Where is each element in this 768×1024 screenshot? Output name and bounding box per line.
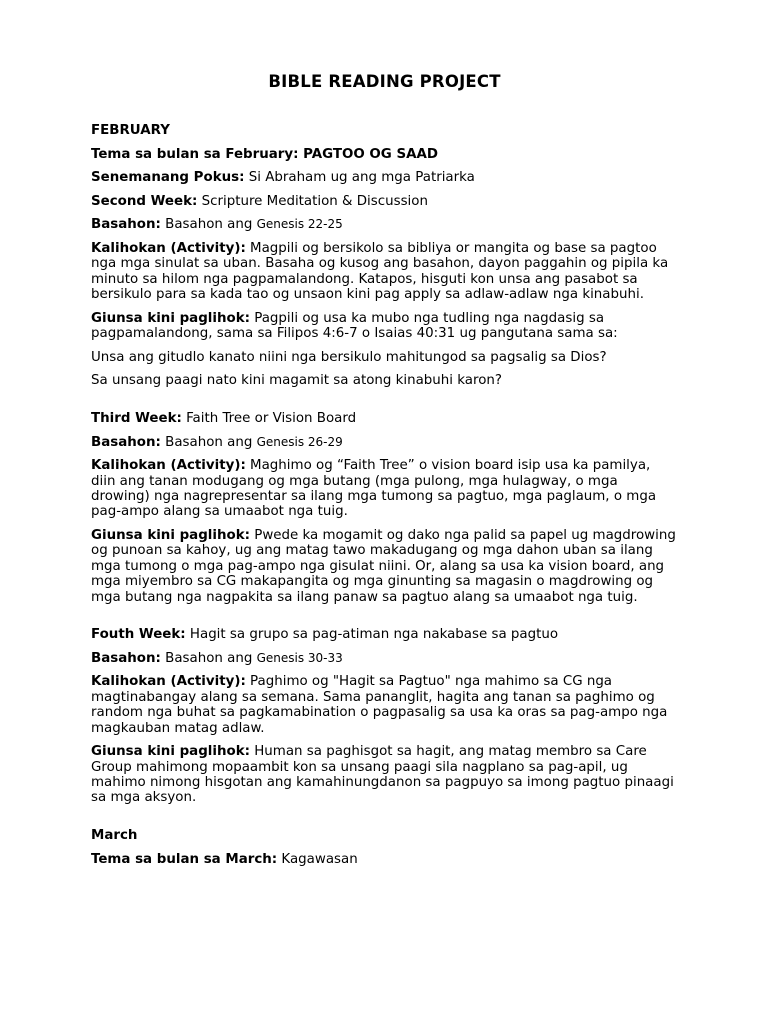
month-heading-february: FEBRUARY <box>91 123 170 138</box>
week-4-reading <box>91 651 678 666</box>
week-3-how-label: Giunsa kini paglihok: <box>91 527 250 543</box>
section-spacer <box>91 814 678 828</box>
march-theme-label: Tema sa bulan sa March: <box>91 851 278 867</box>
week-4-how-text: Human sa paghisgot sa hagit, ang matag membro sa Care Group mahimong mopaambit kon sa unsang paagi sila nagplano sa pag-apil, ug mahimo nimong hisgotan ang kamahinungdanon sa pagpuyo sa imong pagtuo pinaagi sa mga aksyon. <box>91 744 674 806</box>
week-3-activity <box>91 458 678 520</box>
week-2-question-2: Sa unsang paagi nato kini magamit sa atong kinabuhi karon? <box>91 373 502 389</box>
week-2-question-1: Unsa ang gitudlo kanato niini nga bersikulo mahitungod sa pagsalig sa Dios? <box>91 349 607 365</box>
week-4-title: Hagit sa grupo sa pag-atiman nga nakabase sa pagtuo <box>185 627 559 643</box>
week-2-how <box>91 311 678 342</box>
week-3-reading-text: Basahon ang <box>160 434 257 450</box>
march-theme <box>91 852 678 867</box>
week-4-label: Fouth Week: <box>91 627 186 643</box>
week-4-reading-label: Basahon: <box>91 650 161 666</box>
week-3-activity-label: Kalihokan (Activity): <box>91 458 246 474</box>
week-4-activity <box>91 674 678 736</box>
week-2-activity-text: Magpili og bersikolo sa bibliya or mangita og base sa pagtoo nga mga sinulat sa uban. Basaha og kusog ang basahon, dayon paggahin og pipila ka minuto sa hilom nga pagpamalandong. Katapos, hisguti kon unsa ang pasabot sa bersikulo para sa kada tao og unsaon kini pag apply sa adlaw-adlaw nga kinabuhi. <box>91 240 669 303</box>
week-3-title: Faith Tree or Vision Board <box>181 410 357 426</box>
week-2-how-text: Pagpili og usa ka mubo nga tudling nga nagdasig sa pagpamalandong, sama sa Filipos 4:6-7 o Isaias 40:31 ug pangutana sama sa: <box>91 310 618 342</box>
week-3-activity-text: Maghimo og “Faith Tree” o vision board isip usa ka pamilya, diin ang tanan modugang og mga butang (mga pulong, mga hulagway, o mga drowing) nga nagrepresentar sa ilang mga tumong sa pagtuo, mga paglaum, o mga pag-ampo alang sa umaabot nga tuig. <box>91 458 657 520</box>
week-3-reading-label: Basahon: <box>91 434 161 450</box>
weekly-focus-label: Senemanang Pokus: <box>91 170 245 186</box>
month-heading-march: March <box>91 828 138 843</box>
week-2-reading-ref: Genesis 22-25 <box>256 217 343 232</box>
week-3-how <box>91 528 678 605</box>
week-4-activity-label: Kalihokan (Activity): <box>91 674 246 690</box>
week-4-how <box>91 744 678 806</box>
week-3-how-text: Pwede ka mogamit og dako nga palid sa papel ug magdrowing og punoan sa kahoy, ug ang matag tawo makadugang og mga dahon uban sa ilang mga tumong o mga pag-ampo nga gisulat niini. Or, alang sa usa ka vision board, ang mga miyembro sa CG makapangita og mga ginunting sa magasin o magdrowing og mga butang nga nagpakita sa ilang panaw sa pagtuo alang sa umaabot nga tuig. <box>91 527 676 605</box>
week-2-reading <box>91 217 678 232</box>
week-3-reading <box>91 435 678 450</box>
week-4-reading-ref: Genesis 30-33 <box>256 650 343 665</box>
week-3-heading <box>91 411 678 426</box>
week-4-activity-text: Paghimo og "Hagit sa Pagtuo" nga mahimo sa CG nga magtinabangay alang sa semana. Sama pananglit, hagita ang tanan sa paghimo og random nga buhat sa pagkamabination o pagpasalig sa usa ka oras sa pag-ampo nga magkauban matag adlaw. <box>91 674 668 736</box>
week-2-activity-label: Kalihokan (Activity): <box>91 240 246 256</box>
week-2-label: Second Week: <box>91 193 198 209</box>
week-4-reading-text: Basahon ang <box>160 650 257 666</box>
week-2-reading-text: Basahon ang <box>160 217 257 233</box>
weekly-focus-text: Si Abraham ug ang mga Patriarka <box>244 170 475 186</box>
week-2-how-label: Giunsa kini paglihok: <box>91 310 250 326</box>
weekly-focus <box>91 170 678 185</box>
week-3-label: Third Week: <box>91 410 182 426</box>
week-2-activity <box>91 241 678 303</box>
week-4-heading <box>91 627 678 642</box>
february-theme: Tema sa bulan sa February: PAGTOO OG SAAD <box>91 146 438 162</box>
week-4-how-label: Giunsa kini paglihok: <box>91 744 250 760</box>
week-2-title: Scripture Meditation & Discussion <box>197 193 428 209</box>
section-spacer <box>91 613 678 627</box>
week-3-reading-ref: Genesis 26-29 <box>256 434 343 449</box>
march-theme-text: Kagawasan <box>277 851 358 867</box>
section-spacer <box>91 397 678 411</box>
document-title: BIBLE READING PROJECT <box>268 72 501 91</box>
week-2-heading <box>91 194 678 209</box>
week-2-reading-label: Basahon: <box>91 217 161 233</box>
